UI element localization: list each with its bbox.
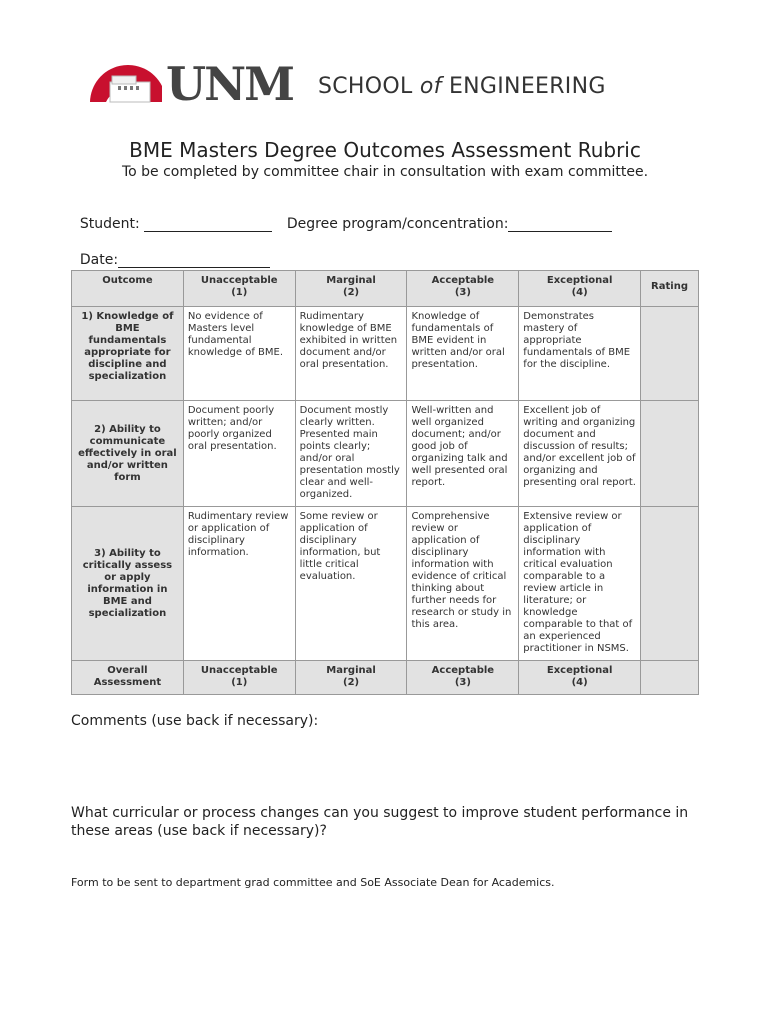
rubric-cell: No evidence of Masters level fundamental knowledge of BME. xyxy=(183,307,295,401)
degree-blank[interactable] xyxy=(508,217,612,232)
table-row xyxy=(72,307,699,401)
degree-field[interactable] xyxy=(278,200,612,232)
rubric-cell: Extensive review or application of disciplinary information with critical evaluation comparable to a review article in literature; or knowledge comparable to that of an experienced practitioner in NSMS. xyxy=(519,507,641,661)
rubric-cell: Document mostly clearly written. Presented main points clearly; and/or oral presentation mostly clear and well-organized. xyxy=(295,401,407,507)
rubric-cell: Comprehensive review or application of disciplinary information with evidence of critical thinking about further needs for research or study in this area. xyxy=(407,507,519,661)
header-rating: Rating xyxy=(641,271,699,307)
rating-cell[interactable] xyxy=(641,307,699,401)
rubric-cell: Knowledge of fundamentals of BME evident in written and/or oral presentation. xyxy=(407,307,519,401)
unm-wordmark: UNM xyxy=(166,57,294,111)
rubric-cell: Some review or application of disciplinary information, but little critical evaluation. xyxy=(295,507,407,661)
table-row xyxy=(72,401,699,507)
date-label: Date: xyxy=(79,252,119,268)
header-acceptable: Acceptable (3) xyxy=(407,271,519,307)
rubric-cell: Rudimentary knowledge of BME exhibited in written document and/or oral presentation. xyxy=(295,307,407,401)
table-row xyxy=(72,507,699,661)
date-field[interactable] xyxy=(71,236,270,268)
student-blank[interactable] xyxy=(144,217,272,232)
overall-acceptable[interactable]: Acceptable (3) xyxy=(407,661,519,695)
rubric-cell: Rudimentary review or application of disciplinary information. xyxy=(183,507,295,661)
overall-label: Overall Assessment xyxy=(72,661,184,695)
rating-cell[interactable] xyxy=(641,401,699,507)
overall-marginal[interactable]: Marginal (2) xyxy=(295,661,407,695)
rubric-cell: Document poorly written; and/or poorly organized oral presentation. xyxy=(183,401,295,507)
header-exceptional: Exceptional (4) xyxy=(519,271,641,307)
changes-question: What curricular or process changes can you suggest to improve student performance in these areas (use back if necessary)? xyxy=(71,805,689,839)
rubric-cell: Excellent job of writing and organizing document and discussion of results; and/or excellent job of organizing and presenting oral report. xyxy=(519,401,641,507)
header-outcome: Outcome xyxy=(72,271,184,307)
overall-unacceptable[interactable]: Unacceptable (1) xyxy=(183,661,295,695)
school-name: SCHOOL of ENGINEERING xyxy=(318,74,606,99)
table-header-row xyxy=(72,271,699,307)
comments-prompt: Comments (use back if necessary): xyxy=(71,713,319,729)
rubric-cell: Well-written and well organized document; and/or good job of organizing talk and well presented oral report. xyxy=(407,401,519,507)
overall-exceptional[interactable]: Exceptional (4) xyxy=(519,661,641,695)
rubric-cell: Demonstrates mastery of appropriate fundamentals of BME for the discipline. xyxy=(519,307,641,401)
student-label: Student: xyxy=(79,216,145,232)
rubric-table xyxy=(71,270,699,695)
student-field[interactable] xyxy=(71,200,272,232)
outcome-cell: 3) Ability to critically assess or apply information in BME and specialization xyxy=(72,507,184,661)
overall-rating-cell[interactable] xyxy=(641,661,699,695)
outcome-cell: 2) Ability to communicate effectively in oral and/or written form xyxy=(72,401,184,507)
header-unacceptable: Unacceptable (1) xyxy=(183,271,295,307)
document-subtitle: To be completed by committee chair in consultation with exam committee. xyxy=(121,164,649,180)
document-title: BME Masters Degree Outcomes Assessment Rubric xyxy=(129,138,641,162)
outcome-cell: 1) Knowledge of BME fundamentals appropriate for discipline and specialization xyxy=(72,307,184,401)
routing-note: Form to be sent to department grad committee and SoE Associate Dean for Academics. xyxy=(71,876,555,889)
header-marginal: Marginal (2) xyxy=(295,271,407,307)
rating-cell[interactable] xyxy=(641,507,699,661)
overall-row xyxy=(72,661,699,695)
date-blank[interactable] xyxy=(118,253,270,268)
degree-label: Degree program/concentration: xyxy=(286,216,509,232)
